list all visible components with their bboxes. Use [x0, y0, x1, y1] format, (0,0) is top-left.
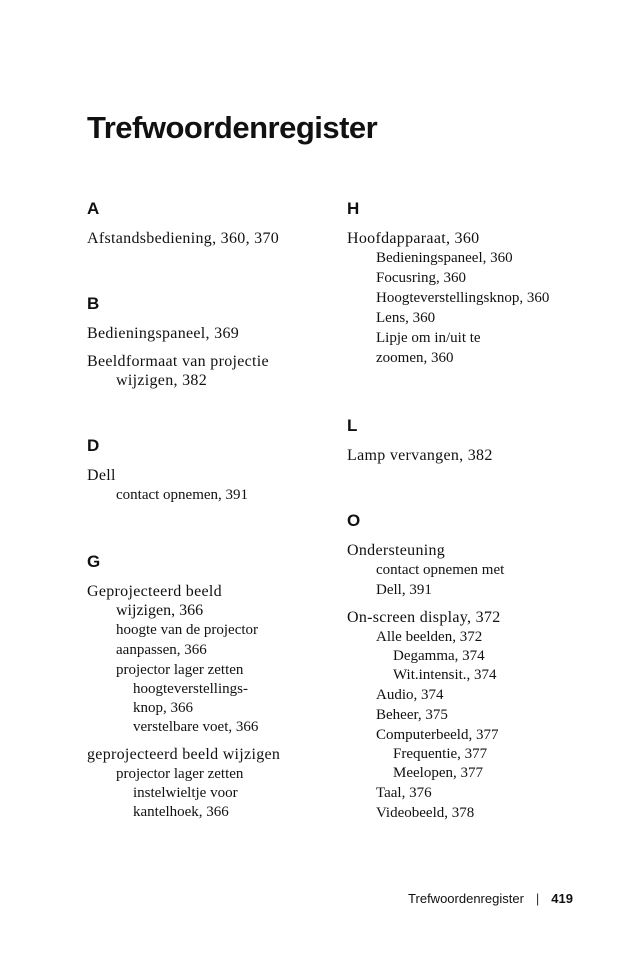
index-subentry: Computerbeeld, 377 — [376, 727, 499, 743]
section-letter: L — [347, 416, 358, 435]
index-subentry: Bedieningspaneel, 360 — [376, 250, 513, 266]
section-letter: D — [87, 436, 100, 455]
section-letter: G — [87, 552, 101, 571]
index-column-right — [347, 198, 607, 823]
index-column-left — [87, 198, 337, 822]
index-subsubentry: Wit.intensit., 374 — [393, 667, 497, 683]
index-entry-continuation: wijzigen, 366 — [116, 602, 204, 619]
index-subentry: Lens, 360 — [376, 310, 436, 326]
index-subentry: Videobeeld, 378 — [376, 805, 475, 821]
index-entry: On-screen display, 372 — [347, 609, 501, 626]
index-subsubentry: Frequentie, 377 — [393, 746, 488, 762]
index-subentry: contact opnemen, 391 — [116, 487, 249, 503]
index-subentry: projector lager zetten — [116, 662, 244, 678]
index-entry-continuation: wijzigen, 382 — [116, 372, 207, 389]
section-letter: H — [347, 199, 360, 218]
index-entry: Lamp vervangen, 382 — [347, 447, 493, 464]
index-subsubentry: instelwieltje voor — [133, 785, 238, 801]
index-section-a — [87, 198, 337, 293]
page-title: Trefwoordenregister — [87, 110, 378, 145]
index-subsubentry-continuation: knop, 366 — [133, 700, 193, 716]
index-entry: Dell — [87, 467, 116, 484]
index-subsubentry: hoogteverstellings- — [133, 681, 248, 697]
index-section-d — [87, 435, 337, 551]
footer-label: Trefwoordenregister — [408, 891, 524, 906]
index-entry — [87, 352, 337, 390]
section-letter: A — [87, 199, 100, 218]
index-subentry: Beheer, 375 — [376, 707, 448, 723]
section-letter: B — [87, 294, 100, 313]
index-subentry: Audio, 374 — [376, 687, 444, 703]
index-section-g — [87, 551, 337, 822]
footer-separator: | — [535, 891, 540, 906]
index-entry: Afstandsbediening, 360, 370 — [87, 230, 280, 247]
index-section-o — [347, 510, 607, 823]
index-subentry: contact opnemen met — [376, 562, 505, 578]
section-letter: O — [347, 511, 361, 530]
index-subsubentry: verstelbare voet, 366 — [133, 719, 259, 735]
index-subentry: Lipje om in/uit te — [376, 330, 481, 346]
index-subentry: projector lager zetten — [116, 766, 244, 782]
index-subsubentry: Meelopen, 377 — [393, 765, 483, 781]
index-subentry: Alle beelden, 372 — [376, 629, 483, 645]
index-subentry-continuation: aanpassen, 366 — [116, 642, 207, 658]
index-subentry: Hoogteverstellingsknop, 360 — [376, 290, 550, 306]
index-entry: geprojecteerd beeld wijzigen — [87, 746, 281, 763]
index-section-l — [347, 415, 607, 510]
index-section-b — [87, 293, 337, 435]
index-subsubentry: Degamma, 374 — [393, 648, 485, 664]
index-subentry-continuation: zoomen, 360 — [376, 350, 454, 366]
index-subentry: Focusring, 360 — [376, 270, 466, 286]
index-subentry-continuation: Dell, 391 — [376, 582, 432, 598]
page-number: 419 — [551, 891, 573, 906]
page-footer — [408, 891, 573, 906]
index-entry: Geprojecteerd beeld — [87, 583, 222, 600]
index-entry: Bedieningspaneel, 369 — [87, 325, 240, 342]
index-entry: Hoofdapparaat, 360 — [347, 230, 480, 247]
index-entry: Ondersteuning — [347, 542, 446, 559]
index-subentry: hoogte van de projector — [116, 622, 259, 638]
index-subsubentry-continuation: kantelhoek, 366 — [133, 804, 229, 820]
index-section-h — [347, 198, 607, 415]
index-entry-line: Beeldformaat van projectie — [87, 353, 269, 370]
index-subentry: Taal, 376 — [376, 785, 432, 801]
